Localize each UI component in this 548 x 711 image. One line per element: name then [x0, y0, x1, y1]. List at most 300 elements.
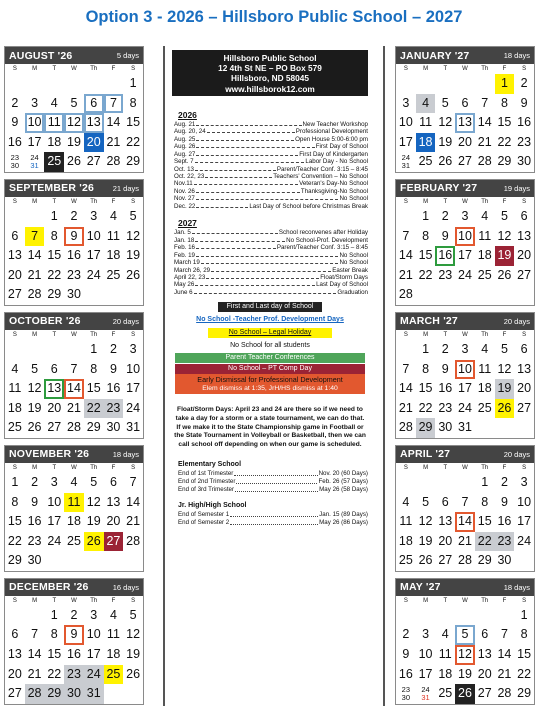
- day-cell[interactable]: 26: [84, 532, 104, 552]
- day-cell[interactable]: 9: [64, 625, 84, 645]
- day-cell[interactable]: 22: [47, 267, 62, 282]
- day-cell[interactable]: 15: [7, 514, 22, 529]
- day-cell[interactable]: 27: [477, 686, 492, 701]
- day-cell[interactable]: 19: [495, 246, 515, 266]
- day-cell[interactable]: 2: [500, 474, 508, 489]
- day-cell[interactable]: 6: [11, 627, 19, 642]
- day-cell[interactable]: 15: [517, 647, 532, 662]
- day-cell[interactable]: 10: [25, 113, 45, 133]
- day-cell[interactable]: 4: [70, 474, 78, 489]
- school-website[interactable]: www.hillsborok12.com: [225, 83, 315, 94]
- day-cell[interactable]: 20: [47, 400, 62, 415]
- day-cell[interactable]: 16: [7, 134, 22, 149]
- day-cell[interactable]: 26: [27, 420, 42, 435]
- day-cell[interactable]: 27: [104, 532, 124, 552]
- day-cell[interactable]: 3: [422, 627, 430, 642]
- day-cell[interactable]: 26: [126, 267, 141, 282]
- day-cell[interactable]: 3: [31, 95, 39, 110]
- day-cell[interactable]: 9: [64, 227, 84, 247]
- day-cell[interactable]: 18: [438, 666, 453, 681]
- day-cell[interactable]: 23: [438, 400, 453, 415]
- day-cell[interactable]: 25: [7, 420, 22, 435]
- day-cell[interactable]: 29: [477, 553, 492, 568]
- day-cell[interactable]: 13: [517, 361, 532, 376]
- day-cell[interactable]: 6: [84, 94, 104, 114]
- day-cell[interactable]: 14: [126, 494, 141, 509]
- day-cell[interactable]: 29: [416, 418, 436, 438]
- day-cell[interactable]: 28: [27, 287, 42, 302]
- day-cell[interactable]: 4: [481, 341, 489, 356]
- day-cell[interactable]: 30: [438, 420, 453, 435]
- day-cell[interactable]: 12: [27, 381, 42, 396]
- day-cell[interactable]: 1: [495, 74, 515, 94]
- day-cell[interactable]: 14: [398, 381, 413, 396]
- day-cell[interactable]: 14: [477, 115, 492, 130]
- day-cell[interactable]: 12: [64, 113, 84, 133]
- day-cell[interactable]: 27: [47, 420, 62, 435]
- day-cell[interactable]: 3: [50, 474, 58, 489]
- day-cell[interactable]: 27: [7, 686, 22, 701]
- day-cell[interactable]: 3: [520, 474, 528, 489]
- day-cell[interactable]: 13: [7, 647, 22, 662]
- day-cell[interactable]: 19: [495, 379, 515, 399]
- day-cell[interactable]: 20: [477, 666, 492, 681]
- day-cell[interactable]: 24: [458, 267, 472, 282]
- day-cell[interactable]: 12: [438, 115, 453, 130]
- day-cell[interactable]: 23: [517, 134, 532, 149]
- day-cell[interactable]: 10: [86, 228, 101, 243]
- day-cell[interactable]: 25: [398, 553, 413, 568]
- day-cell[interactable]: 28: [106, 154, 121, 169]
- day-cell[interactable]: 21: [126, 514, 141, 529]
- day-cell[interactable]: 2: [70, 607, 78, 622]
- day-cell[interactable]: 24: [86, 267, 101, 282]
- day-cell[interactable]: 14: [27, 248, 42, 263]
- day-cell[interactable]: 8: [520, 627, 528, 642]
- day-cell[interactable]: 21: [67, 400, 81, 415]
- day-cell[interactable]: 14: [398, 248, 413, 263]
- day-cell[interactable]: 10: [418, 647, 433, 662]
- day-cell[interactable]: 14: [64, 379, 84, 399]
- day-cell[interactable]: 1: [50, 208, 58, 223]
- day-cell[interactable]: 28: [126, 533, 141, 548]
- day-cell[interactable]: 13: [84, 113, 104, 133]
- day-cell[interactable]: 20: [438, 533, 453, 548]
- day-cell[interactable]: 12: [497, 361, 512, 376]
- day-cell[interactable]: 13: [106, 494, 121, 509]
- day-cell[interactable]: 16: [67, 647, 81, 662]
- day-cell[interactable]: 21: [27, 267, 42, 282]
- day-cell[interactable]: 17: [86, 647, 101, 662]
- day-cell[interactable]: 2: [31, 474, 39, 489]
- day-cell[interactable]: 30: [497, 553, 512, 568]
- day-cell[interactable]: 27: [517, 400, 532, 415]
- day-cell[interactable]: 27: [86, 154, 101, 169]
- day-cell[interactable]: 7: [104, 94, 124, 114]
- day-cell[interactable]: 27: [438, 553, 453, 568]
- day-cell[interactable]: 8: [422, 361, 430, 376]
- day-cell[interactable]: 26: [455, 684, 475, 704]
- day-cell[interactable]: 18: [7, 400, 22, 415]
- day-cell[interactable]: 23: [64, 665, 84, 685]
- day-cell[interactable]: 13: [7, 248, 22, 263]
- day-cell[interactable]: 10: [455, 360, 475, 380]
- day-cell[interactable]: [416, 684, 436, 704]
- day-cell[interactable]: 19: [27, 400, 42, 415]
- day-cell[interactable]: 4: [11, 361, 19, 376]
- day-cell[interactable]: 20: [7, 666, 22, 681]
- day-cell[interactable]: 8: [90, 361, 98, 376]
- day-cell[interactable]: 2: [520, 76, 528, 90]
- day-cell[interactable]: [396, 684, 416, 704]
- day-cell[interactable]: 17: [86, 248, 101, 263]
- day-cell[interactable]: 14: [455, 512, 475, 532]
- day-cell[interactable]: 4: [50, 95, 58, 110]
- day-cell[interactable]: 5: [129, 208, 137, 223]
- day-cell[interactable]: 6: [481, 627, 489, 642]
- day-cell[interactable]: 1: [129, 76, 137, 90]
- day-cell[interactable]: 22: [497, 134, 512, 149]
- day-cell[interactable]: 11: [478, 228, 492, 243]
- day-cell[interactable]: 16: [398, 666, 413, 681]
- day-cell[interactable]: 19: [67, 134, 81, 149]
- day-cell[interactable]: 22: [7, 533, 22, 548]
- day-cell[interactable]: 11: [8, 381, 22, 396]
- day-cell[interactable]: 24: [458, 400, 472, 415]
- day-cell[interactable]: 16: [517, 115, 532, 130]
- day-cell[interactable]: 22: [84, 399, 104, 419]
- day-cell[interactable]: 13: [455, 113, 475, 133]
- day-cell[interactable]: 2: [11, 95, 19, 110]
- day-cell[interactable]: 25: [477, 267, 492, 282]
- day-cell[interactable]: 21: [106, 134, 121, 149]
- day-cell[interactable]: 2: [402, 627, 410, 642]
- day-cell[interactable]: 18: [477, 248, 492, 263]
- day-cell[interactable]: 3: [402, 95, 410, 110]
- day-cell[interactable]: 19: [458, 666, 472, 681]
- day-cell[interactable]: 14: [27, 647, 42, 662]
- day-cell[interactable]: 22: [47, 666, 62, 681]
- day-cell[interactable]: 16: [67, 248, 81, 263]
- day-cell[interactable]: 10: [126, 361, 141, 376]
- day-cell[interactable]: [396, 152, 416, 172]
- day-cell[interactable]: 1: [11, 474, 19, 489]
- day-cell[interactable]: 13: [477, 647, 492, 662]
- day-cell[interactable]: 4: [109, 607, 117, 622]
- day-cell[interactable]: 16: [497, 514, 512, 529]
- day-cell[interactable]: 15: [86, 381, 101, 396]
- day-cell[interactable]: 31: [458, 420, 472, 435]
- day-cell[interactable]: 15: [47, 647, 62, 662]
- day-cell[interactable]: 30: [67, 287, 81, 302]
- day-cell[interactable]: 9: [441, 228, 449, 243]
- day-cell[interactable]: 3: [461, 341, 469, 356]
- day-cell[interactable]: 8: [500, 95, 508, 110]
- day-cell[interactable]: 19: [418, 533, 433, 548]
- day-cell[interactable]: 27: [7, 287, 22, 302]
- day-cell[interactable]: 13: [517, 228, 532, 243]
- day-cell[interactable]: 17: [458, 381, 472, 396]
- day-cell[interactable]: 17: [47, 514, 62, 529]
- day-cell[interactable]: 7: [402, 228, 410, 243]
- day-cell[interactable]: 17: [126, 381, 141, 396]
- day-cell[interactable]: 11: [438, 647, 452, 662]
- day-cell[interactable]: 16: [27, 514, 42, 529]
- day-cell[interactable]: 1: [50, 607, 58, 622]
- day-cell[interactable]: 15: [47, 248, 62, 263]
- day-cell[interactable]: 17: [27, 134, 42, 149]
- day-cell[interactable]: 8: [50, 228, 58, 243]
- day-cell[interactable]: 12: [455, 645, 475, 665]
- day-cell[interactable]: 25: [438, 686, 453, 701]
- day-cell[interactable]: 10: [86, 627, 101, 642]
- day-cell[interactable]: 26: [495, 399, 515, 419]
- day-cell[interactable]: 22: [418, 267, 433, 282]
- day-cell[interactable]: 21: [398, 400, 413, 415]
- day-cell[interactable]: 25: [44, 152, 64, 172]
- day-cell[interactable]: 1: [520, 607, 528, 622]
- day-cell[interactable]: 8: [50, 627, 58, 642]
- day-cell[interactable]: 29: [86, 420, 101, 435]
- day-cell[interactable]: 5: [500, 341, 508, 356]
- day-cell[interactable]: 28: [477, 154, 492, 169]
- day-cell[interactable]: 13: [438, 514, 453, 529]
- day-cell[interactable]: 7: [25, 227, 45, 247]
- day-cell[interactable]: 30: [27, 553, 42, 568]
- day-cell[interactable]: 23: [104, 399, 124, 419]
- day-cell[interactable]: 9: [11, 115, 19, 130]
- day-cell[interactable]: 4: [402, 494, 410, 509]
- day-cell[interactable]: 22: [418, 400, 433, 415]
- day-cell[interactable]: 31: [126, 420, 141, 435]
- day-cell[interactable]: 18: [416, 133, 436, 153]
- day-cell[interactable]: 9: [31, 494, 39, 509]
- day-cell[interactable]: 1: [481, 474, 489, 489]
- day-cell[interactable]: 29: [497, 154, 512, 169]
- day-cell[interactable]: 27: [458, 154, 472, 169]
- day-cell[interactable]: 19: [126, 647, 141, 662]
- day-cell[interactable]: 15: [126, 115, 141, 130]
- day-cell[interactable]: 3: [129, 341, 137, 356]
- day-cell[interactable]: 17: [458, 248, 472, 263]
- day-cell[interactable]: 10: [455, 227, 475, 247]
- day-cell[interactable]: 18: [477, 381, 492, 396]
- day-cell[interactable]: 5: [455, 625, 475, 645]
- day-cell[interactable]: 11: [106, 228, 120, 243]
- day-cell[interactable]: 21: [497, 666, 512, 681]
- day-cell[interactable]: 10: [47, 494, 62, 509]
- day-cell[interactable]: 23: [495, 532, 515, 552]
- day-cell[interactable]: 15: [477, 514, 492, 529]
- day-cell[interactable]: 6: [109, 474, 117, 489]
- day-cell[interactable]: 6: [11, 228, 19, 243]
- day-cell[interactable]: 12: [126, 228, 141, 243]
- day-cell[interactable]: 14: [106, 115, 121, 130]
- day-cell[interactable]: 23: [438, 267, 453, 282]
- day-cell[interactable]: 5: [70, 95, 78, 110]
- day-cell[interactable]: 3: [461, 208, 469, 223]
- day-cell[interactable]: 11: [478, 361, 492, 376]
- day-cell[interactable]: 22: [126, 134, 141, 149]
- day-cell[interactable]: 11: [106, 627, 120, 642]
- day-cell[interactable]: 17: [517, 514, 532, 529]
- day-cell[interactable]: 26: [67, 154, 81, 169]
- day-cell[interactable]: 4: [416, 94, 436, 114]
- day-cell[interactable]: 24: [84, 665, 104, 685]
- day-cell[interactable]: 18: [106, 647, 121, 662]
- day-cell[interactable]: 2: [441, 341, 449, 356]
- day-cell[interactable]: 12: [418, 514, 433, 529]
- day-cell[interactable]: 10: [517, 494, 532, 509]
- day-cell[interactable]: 21: [27, 666, 42, 681]
- day-cell[interactable]: 2: [441, 208, 449, 223]
- day-cell[interactable]: 18: [47, 134, 62, 149]
- day-cell[interactable]: 9: [402, 647, 410, 662]
- day-cell[interactable]: 18: [67, 514, 81, 529]
- day-cell[interactable]: 4: [109, 208, 117, 223]
- day-cell[interactable]: 6: [520, 341, 528, 356]
- day-cell[interactable]: 17: [398, 134, 413, 149]
- day-cell[interactable]: 9: [441, 361, 449, 376]
- day-cell[interactable]: 28: [398, 420, 413, 435]
- day-cell[interactable]: 22: [475, 532, 495, 552]
- day-cell[interactable]: 4: [481, 208, 489, 223]
- day-cell[interactable]: 28: [458, 553, 472, 568]
- day-cell[interactable]: 7: [129, 474, 137, 489]
- day-cell[interactable]: 30: [517, 154, 532, 169]
- day-cell[interactable]: 7: [500, 627, 508, 642]
- day-cell[interactable]: 30: [64, 684, 84, 704]
- day-cell[interactable]: 3: [90, 607, 98, 622]
- day-cell[interactable]: 7: [481, 95, 489, 110]
- day-cell[interactable]: 29: [7, 553, 22, 568]
- day-cell[interactable]: 25: [67, 533, 81, 548]
- day-cell[interactable]: 5: [422, 494, 430, 509]
- day-cell[interactable]: 31: [84, 684, 104, 704]
- day-cell[interactable]: 8: [129, 95, 137, 110]
- day-cell[interactable]: 1: [90, 341, 98, 356]
- day-cell[interactable]: 27: [517, 267, 532, 282]
- day-cell[interactable]: 8: [422, 228, 430, 243]
- day-cell[interactable]: 24: [47, 533, 62, 548]
- day-cell[interactable]: 6: [441, 494, 449, 509]
- day-cell[interactable]: 26: [438, 154, 453, 169]
- day-cell[interactable]: 18: [106, 248, 121, 263]
- day-cell[interactable]: 16: [106, 381, 121, 396]
- day-cell[interactable]: 11: [419, 115, 433, 130]
- day-cell[interactable]: 29: [517, 686, 532, 701]
- day-cell[interactable]: 25: [418, 154, 433, 169]
- day-cell[interactable]: 6: [50, 361, 58, 376]
- day-cell[interactable]: 12: [497, 228, 512, 243]
- day-cell[interactable]: 19: [86, 514, 101, 529]
- day-cell[interactable]: 7: [31, 627, 39, 642]
- day-cell[interactable]: 8: [481, 494, 489, 509]
- day-cell[interactable]: 14: [497, 647, 512, 662]
- day-cell[interactable]: 7: [402, 361, 410, 376]
- day-cell[interactable]: [25, 152, 45, 172]
- day-cell[interactable]: 21: [477, 134, 492, 149]
- day-cell[interactable]: 5: [129, 607, 137, 622]
- day-cell[interactable]: 26: [126, 666, 141, 681]
- day-cell[interactable]: 15: [497, 115, 512, 130]
- day-cell[interactable]: 30: [106, 420, 121, 435]
- day-cell[interactable]: 9: [500, 494, 508, 509]
- day-cell[interactable]: 25: [477, 400, 492, 415]
- day-cell[interactable]: 2: [70, 208, 78, 223]
- day-cell[interactable]: 3: [90, 208, 98, 223]
- day-cell[interactable]: 11: [44, 113, 64, 133]
- day-cell[interactable]: 7: [70, 361, 78, 376]
- day-cell[interactable]: 2: [109, 341, 117, 356]
- day-cell[interactable]: 24: [517, 533, 532, 548]
- day-cell[interactable]: 25: [106, 267, 121, 282]
- day-cell[interactable]: 20: [7, 267, 22, 282]
- day-cell[interactable]: 9: [520, 95, 528, 110]
- day-cell[interactable]: 11: [64, 493, 84, 513]
- day-cell[interactable]: 5: [90, 474, 98, 489]
- day-cell[interactable]: 28: [67, 420, 81, 435]
- day-cell[interactable]: 16: [435, 246, 455, 266]
- day-cell[interactable]: 12: [86, 494, 101, 509]
- day-cell[interactable]: [5, 152, 25, 172]
- day-cell[interactable]: 5: [441, 95, 449, 110]
- day-cell[interactable]: 11: [399, 514, 413, 529]
- day-cell[interactable]: 8: [11, 494, 19, 509]
- day-cell[interactable]: 15: [418, 248, 433, 263]
- day-cell[interactable]: 20: [84, 133, 104, 153]
- day-cell[interactable]: 29: [44, 684, 64, 704]
- day-cell[interactable]: 17: [418, 666, 433, 681]
- day-cell[interactable]: 12: [126, 627, 141, 642]
- day-cell[interactable]: 5: [500, 208, 508, 223]
- day-cell[interactable]: 25: [104, 665, 124, 685]
- day-cell[interactable]: 29: [126, 154, 141, 169]
- day-cell[interactable]: 10: [398, 115, 413, 130]
- day-cell[interactable]: 5: [31, 361, 39, 376]
- day-cell[interactable]: 22: [517, 666, 532, 681]
- day-cell[interactable]: 23: [27, 533, 42, 548]
- day-cell[interactable]: 21: [458, 533, 472, 548]
- day-cell[interactable]: 6: [520, 208, 528, 223]
- day-cell[interactable]: 15: [418, 381, 433, 396]
- day-cell[interactable]: 26: [418, 553, 433, 568]
- day-cell[interactable]: 29: [47, 287, 62, 302]
- day-cell[interactable]: 1: [422, 208, 430, 223]
- day-cell[interactable]: 23: [67, 267, 81, 282]
- day-cell[interactable]: 6: [461, 95, 469, 110]
- day-cell[interactable]: 28: [497, 686, 512, 701]
- day-cell[interactable]: 20: [517, 248, 532, 263]
- day-cell[interactable]: 19: [438, 134, 453, 149]
- day-cell[interactable]: 28: [398, 287, 413, 302]
- day-cell[interactable]: 24: [126, 400, 141, 415]
- day-cell[interactable]: 4: [441, 627, 449, 642]
- day-cell[interactable]: 13: [44, 379, 64, 399]
- day-cell[interactable]: 19: [126, 248, 141, 263]
- day-cell[interactable]: 20: [517, 381, 532, 396]
- day-cell[interactable]: 26: [497, 267, 512, 282]
- day-cell[interactable]: 7: [461, 494, 469, 509]
- day-cell[interactable]: 20: [458, 134, 472, 149]
- day-cell[interactable]: 21: [398, 267, 413, 282]
- day-cell[interactable]: 20: [106, 514, 121, 529]
- day-cell[interactable]: 1: [422, 341, 430, 356]
- day-cell[interactable]: 18: [398, 533, 413, 548]
- day-cell[interactable]: 28: [25, 684, 45, 704]
- day-cell[interactable]: 16: [438, 381, 453, 396]
- day-cell[interactable]: 9: [109, 361, 117, 376]
